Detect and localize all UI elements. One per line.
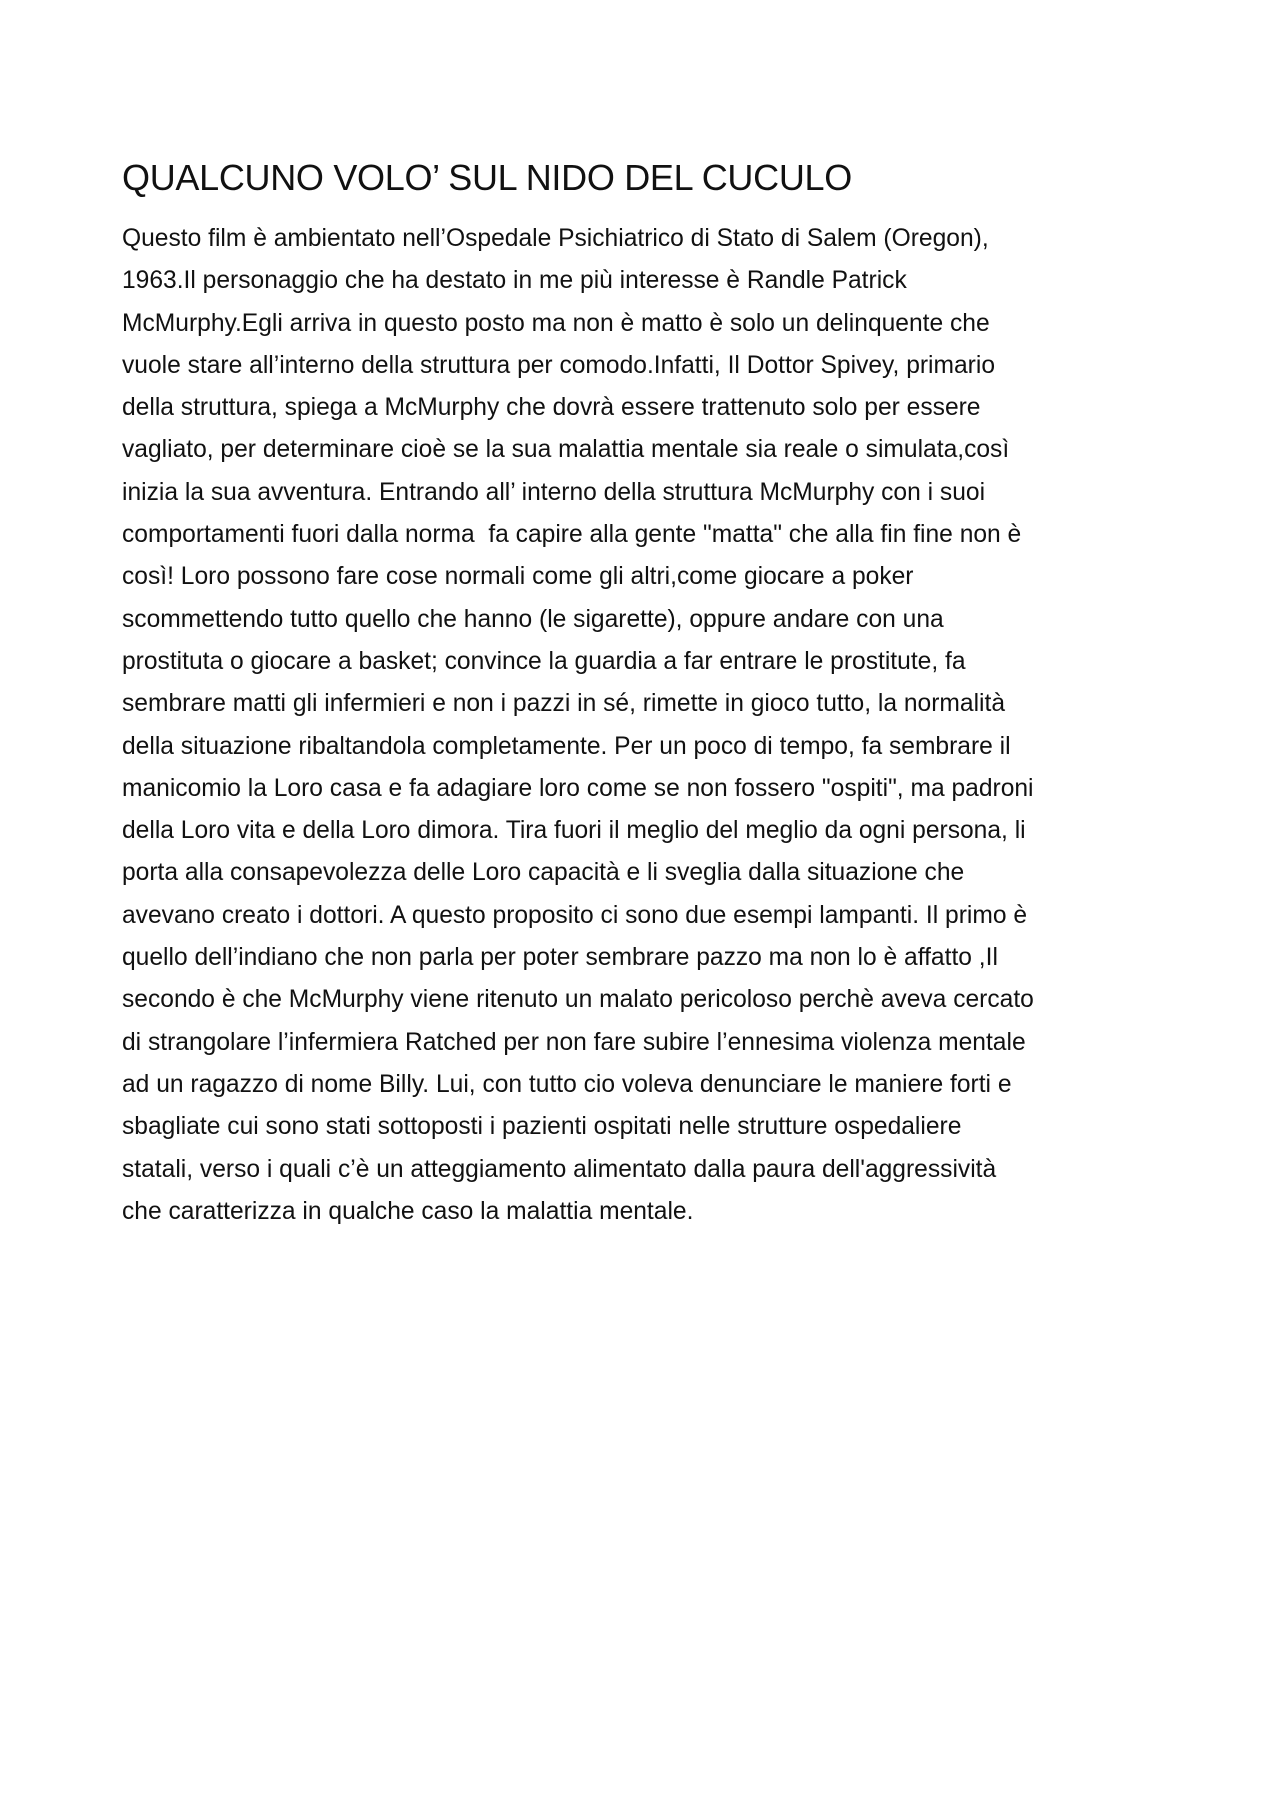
paragraph-line: vagliato, per determinare cioè se la sua malattia mentale sia reale o simulata,così [122,436,1010,464]
paragraph-line: della Loro vita e della Loro dimora. Tira fuori il meglio del meglio da ogni persona, li [122,817,1026,845]
paragraph-line: manicomio la Loro casa e fa adagiare loro come se non fossero "ospiti", ma padroni [122,774,1034,802]
paragraph-line: scommettendo tutto quello che hanno (le sigarette), oppure andare con una [122,605,944,633]
paragraph-line: statali, verso i quali c’è un atteggiamento alimentato dalla paura dell'aggressività [122,1155,997,1183]
document-paragraph [122,218,1162,1233]
paragraph-line: vuole stare all’interno della struttura per comodo.Infatti, Il Dottor Spivey, primario [122,351,996,379]
paragraph-line: della struttura, spiega a McMurphy che dovrà essere trattenuto solo per essere [122,394,981,422]
paragraph-line: di strangolare l’infermiera Ratched per non fare subire l’ennesima violenza mentale [122,1028,1026,1056]
paragraph-line: sembrare matti gli infermieri e non i pazzi in sé, rimette in gioco tutto, la normalità [122,690,1006,718]
paragraph-line: comportamenti fuori dalla norma fa capire alla gente "matta" che alla fin fine non è [122,521,1022,549]
paragraph-line: Questo film è ambientato nell’Ospedale Psichiatrico di Stato di Salem (Oregon), [122,225,989,252]
paragraph-line: secondo è che McMurphy viene ritenuto un malato pericoloso perchè aveva cercato [122,986,1034,1014]
paragraph-line: così! Loro possono fare cose normali come gli altri,come giocare a poker [122,563,914,591]
paragraph-line: quello dell’indiano che non parla per poter sembrare pazzo ma non lo è affatto ,Il [122,944,998,972]
paragraph-line: della situazione ribaltandola completamente. Per un poco di tempo, fa sembrare il [122,732,1011,760]
paragraph-line: porta alla consapevolezza delle Loro capacità e li sveglia dalla situazione che [122,859,965,887]
paragraph-line: 1963.Il personaggio che ha destato in me più interesse è Randle Patrick [122,267,907,295]
paragraph-line: inizia la sua avventura. Entrando all’ interno della struttura McMurphy con i suoi [122,478,986,506]
paragraph-line: avevano creato i dottori. A questo proposito ci sono due esempi lampanti. Il primo è [122,901,1028,929]
paragraph-line: ad un ragazzo di nome Billy. Lui, con tutto cio voleva denunciare le maniere forti e [122,1070,1012,1098]
document-content [122,156,1162,1233]
paragraph-line: prostituta o giocare a basket; convince la guardia a far entrare le prostitute, fa [122,647,966,675]
document-title: QUALCUNO VOLO’ SUL NIDO DEL CUCULO [122,157,852,198]
paragraph-line: sbagliate cui sono stati sottoposti i pazienti ospitati nelle strutture ospedaliere [122,1113,962,1141]
paragraph-line: che caratterizza in qualche caso la malattia mentale. [122,1197,694,1225]
paragraph-line: McMurphy.Egli arriva in questo posto ma non è matto è solo un delinquente che [122,309,990,337]
